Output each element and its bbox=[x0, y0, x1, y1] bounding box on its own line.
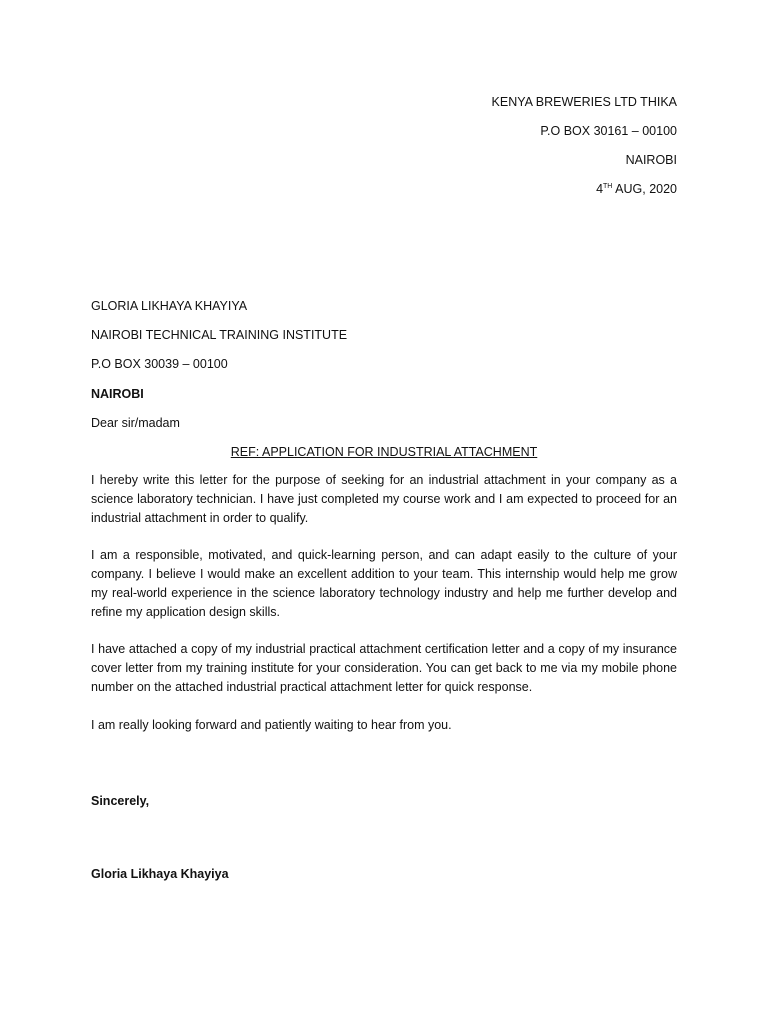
recipient-po-box: P.O BOX 30161 – 00100 bbox=[540, 124, 677, 138]
sender-city: NAIROBI bbox=[91, 387, 144, 401]
body-paragraph-1: I hereby write this letter for the purpose of seeking for an industrial attachment in your company as a science laboratory technician. I have just completed my course work and I am expected to proceed for an industrial attachment in order to qualify. bbox=[91, 473, 677, 525]
recipient-city: NAIROBI bbox=[625, 153, 677, 167]
signature-name: Gloria Likhaya Khayiya bbox=[91, 867, 229, 881]
sender-po-box: P.O BOX 30039 – 00100 bbox=[91, 357, 228, 371]
date-suffix: TH bbox=[603, 182, 613, 190]
reference-line: REF: APPLICATION FOR INDUSTRIAL ATTACHMENT bbox=[230, 445, 538, 459]
body-paragraph-3: I have attached a copy of my industrial practical attachment certification letter and a copy of my insurance cover letter from my training institute for your consideration. You can get back to me via my mobile phone number on the attached industrial practical attachment letter for quick response. bbox=[91, 642, 677, 694]
body-paragraph-2: I am a responsible, motivated, and quick-learning person, and can adapt easily to the culture of your company. I believe I would make an excellent addition to your team. This internship would help me grow my real-world experience in the science laboratory technology industry and help me further develop and refine my application design skills. bbox=[91, 548, 677, 619]
sender-name: GLORIA LIKHAYA KHAYIYA bbox=[91, 299, 248, 313]
letter-date bbox=[596, 180, 677, 198]
recipient-company: KENYA BREWERIES LTD THIKA bbox=[491, 95, 677, 109]
closing: Sincerely, bbox=[91, 794, 150, 808]
salutation: Dear sir/madam bbox=[91, 416, 180, 430]
body-paragraph-4: I am really looking forward and patiently waiting to hear from you. bbox=[91, 718, 452, 732]
date-day: 4 bbox=[596, 182, 604, 196]
sender-institution: NAIROBI TECHNICAL TRAINING INSTITUTE bbox=[91, 328, 348, 342]
date-rest: AUG, 2020 bbox=[612, 182, 677, 196]
